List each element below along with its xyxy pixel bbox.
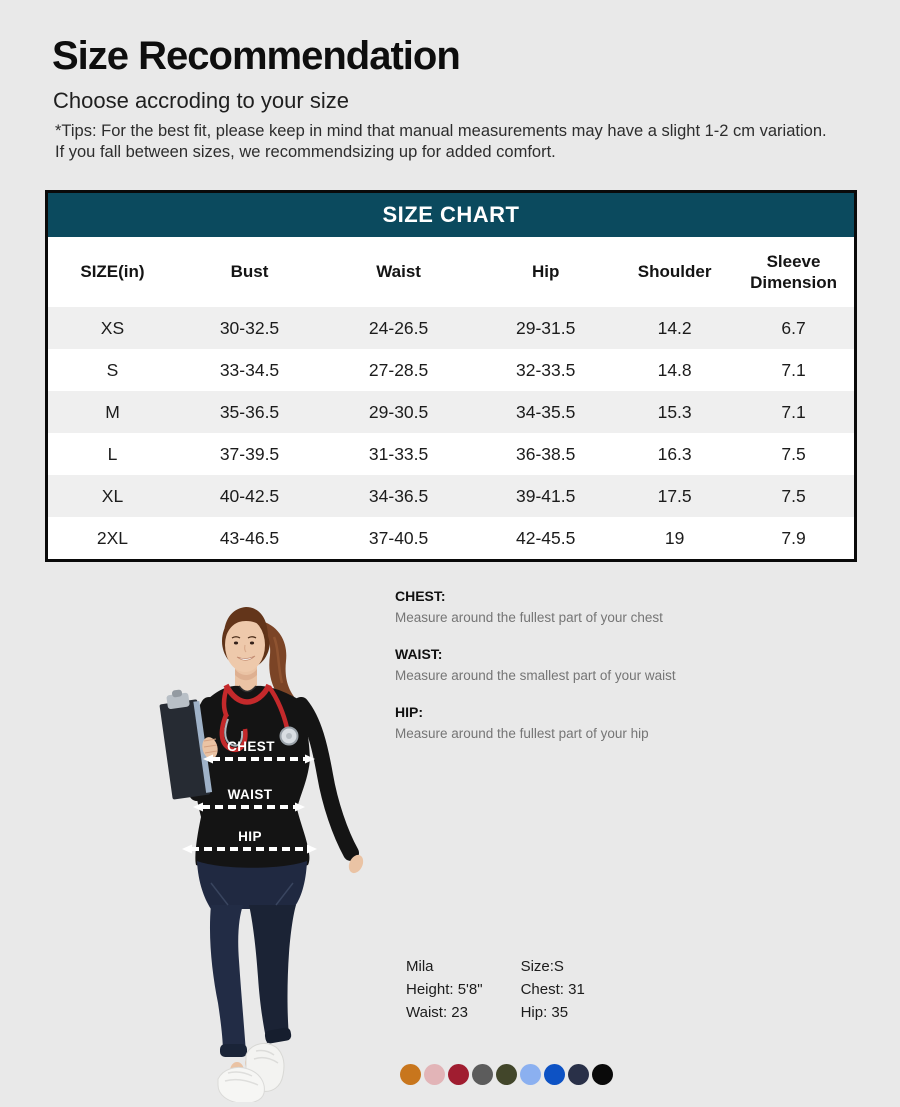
model-size: Size:S	[520, 958, 564, 975]
value-cell: 33-34.5	[219, 359, 280, 380]
value-cell: 24-26.5	[368, 317, 429, 338]
value-cell: 7.5	[781, 443, 806, 464]
shirt	[193, 686, 366, 876]
table-row	[48, 307, 854, 349]
guide-item-waist	[395, 646, 725, 683]
value-cell: 7.9	[781, 527, 806, 548]
value-cell: 36-38.5	[516, 443, 576, 464]
size-table-head	[48, 237, 854, 307]
value-cell: 29-30.5	[368, 401, 429, 422]
value-cell: 7.5	[781, 485, 806, 506]
value-cell: 30-32.5	[219, 317, 280, 338]
column-header: SIZE(in)	[48, 237, 177, 307]
tips-line-1: *Tips: For the best fit, please keep in mind that manual measurements may have a slight 1-2 cm variation.	[55, 122, 827, 140]
table-row	[48, 349, 854, 391]
value-cell: 15.3	[657, 401, 692, 422]
waist-label: WAIST	[227, 787, 273, 802]
column-header: Bust	[177, 237, 322, 307]
size-table-body	[48, 307, 854, 559]
value-cell: 29-31.5	[516, 317, 576, 338]
table-row	[48, 391, 854, 433]
value-cell: 31-33.5	[368, 443, 429, 464]
hip-label: HIP	[238, 829, 262, 844]
guide-item-hip	[395, 704, 725, 741]
color-swatch-crimson[interactable]	[448, 1064, 469, 1085]
model-figure	[60, 585, 390, 1102]
pants	[197, 861, 307, 1057]
model-name: Mila	[406, 958, 434, 975]
size-cell: 2XL	[96, 527, 129, 548]
table-row	[48, 433, 854, 475]
model-info-col1	[406, 955, 483, 1024]
model-waist: Waist: 23	[406, 1004, 468, 1021]
model-hip: Hip: 35	[520, 1004, 569, 1021]
size-table	[48, 237, 854, 559]
color-swatch-gray[interactable]	[472, 1064, 493, 1085]
guide-item-chest	[395, 588, 725, 625]
value-cell: 35-36.5	[219, 401, 280, 422]
color-swatch-black[interactable]	[592, 1064, 613, 1085]
guide-hip-desc: Measure around the fullest part of your hip	[395, 726, 649, 741]
value-cell: 19	[664, 527, 685, 548]
color-swatch-orange[interactable]	[400, 1064, 421, 1085]
color-swatch-navy[interactable]	[568, 1064, 589, 1085]
column-header: Hip	[475, 237, 616, 307]
value-cell: 39-41.5	[516, 485, 576, 506]
guide-waist-label: WAIST:	[395, 646, 443, 662]
value-cell: 7.1	[781, 359, 806, 380]
model-chest: Chest: 31	[520, 981, 585, 998]
chest-label: CHEST	[227, 739, 275, 754]
guide-chest-label: CHEST:	[395, 588, 446, 604]
size-cell: M	[105, 401, 120, 422]
color-swatch-light-blue[interactable]	[520, 1064, 541, 1085]
tips-text	[55, 121, 870, 163]
color-swatch-royal-blue[interactable]	[544, 1064, 565, 1085]
value-cell: 7.1	[781, 401, 806, 422]
page-subtitle: Choose accroding to your size	[53, 88, 349, 113]
value-cell: 14.8	[657, 359, 692, 380]
value-cell: 40-42.5	[219, 485, 280, 506]
value-cell: 43-46.5	[219, 527, 280, 548]
color-swatch-pink[interactable]	[424, 1064, 445, 1085]
color-swatch-olive[interactable]	[496, 1064, 517, 1085]
measurement-guide	[395, 588, 725, 762]
value-cell: 34-35.5	[516, 401, 576, 422]
size-chart	[45, 190, 857, 562]
model-info	[406, 955, 585, 1024]
table-row	[48, 517, 854, 559]
model-illustration	[60, 585, 390, 1102]
value-cell: 14.2	[657, 317, 692, 338]
size-cell: S	[106, 359, 119, 380]
value-cell: 42-45.5	[516, 527, 576, 548]
column-header: Waist	[322, 237, 475, 307]
value-cell: 32-33.5	[516, 359, 576, 380]
value-cell: 37-39.5	[219, 443, 280, 464]
size-cell: XL	[101, 485, 124, 506]
page-title: Size Recommendation	[52, 34, 460, 78]
tips-line-2: If you fall between sizes, we recommendsizing up for added comfort.	[55, 143, 556, 161]
size-cell: XS	[100, 317, 125, 338]
size-cell: L	[107, 443, 118, 464]
column-header: Shoulder	[616, 237, 733, 307]
color-swatches	[400, 1064, 613, 1085]
guide-chest-desc: Measure around the fullest part of your chest	[395, 610, 663, 625]
table-row	[48, 475, 854, 517]
value-cell: 17.5	[657, 485, 692, 506]
value-cell: 37-40.5	[368, 527, 429, 548]
guide-hip-label: HIP:	[395, 704, 423, 720]
value-cell: 27-28.5	[368, 359, 429, 380]
value-cell: 16.3	[657, 443, 692, 464]
value-cell: 6.7	[781, 317, 806, 338]
size-chart-title-bar: SIZE CHART	[48, 193, 854, 237]
model-info-col2	[521, 955, 585, 1024]
value-cell: 34-36.5	[368, 485, 429, 506]
model-height: Height: 5'8"	[406, 981, 483, 998]
column-header: Sleeve Dimension	[733, 237, 854, 307]
guide-waist-desc: Measure around the smallest part of your waist	[395, 668, 676, 683]
